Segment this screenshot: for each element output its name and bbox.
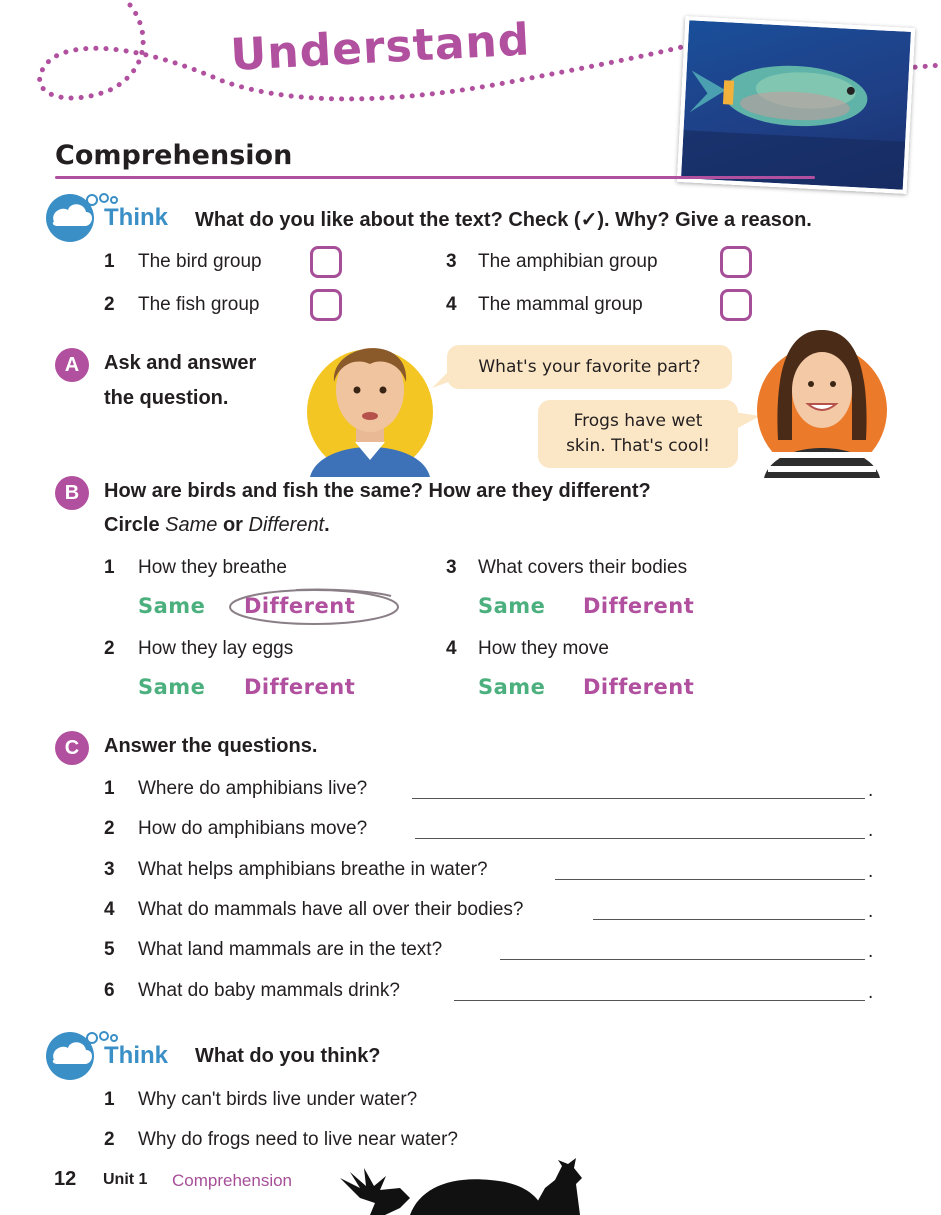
item-number: 3 [446,251,457,272]
item-number: 3 [446,557,457,578]
question-text: What helps amphibians breathe in water? [138,859,488,880]
speech-bubble-question: What's your favorite part? [447,345,732,389]
answer-period: . [868,941,874,962]
item-number: 1 [104,557,115,578]
animal-silhouette [330,1158,620,1215]
girl-photo [752,320,892,480]
boy-photo [300,322,440,477]
discussion-question: Why do frogs need to live near water? [138,1129,459,1150]
activity-a-prompt-line1: Ask and answer [104,352,257,374]
page-number: 12 [54,1168,77,1190]
choice-label: The amphibian group [478,251,658,272]
choice-label: The fish group [138,294,260,315]
answer-period: . [868,861,874,882]
activity-b-prompt-line2 [104,514,330,537]
checkbox-fish[interactable] [310,289,342,321]
speech-bubble-answer [538,400,738,468]
item-number: 1 [104,1089,115,1110]
discussion-question: Why can't birds live under water? [138,1089,418,1110]
same-option[interactable]: Same [138,675,206,699]
activity-a-prompt-line2: the question. [104,387,229,409]
question-text: What do mammals have all over their bodies? [138,899,524,920]
different-option[interactable]: Different [583,675,695,699]
think-label: Think [104,1042,168,1069]
compare-item: What covers their bodies [478,557,688,578]
answer-line[interactable] [415,838,865,839]
activity-a-badge: A [55,348,89,382]
item-number: 2 [104,638,115,659]
item-number: 2 [104,818,115,839]
footer-section: Comprehension [172,1171,293,1190]
same-option[interactable]: Same [478,594,546,618]
think-prompt: What do you think? [195,1045,381,1067]
item-number: 2 [104,294,115,315]
think-label: Think [104,204,168,231]
activity-c-prompt: Answer the questions. [104,735,318,757]
bubble-answer-line2: skin. That's cool! [566,436,710,456]
checkbox-bird[interactable] [310,246,342,278]
different-option[interactable]: Different [583,594,695,618]
question-text: What do baby mammals drink? [138,980,400,1001]
circle-mark [226,586,404,628]
question-text: Where do amphibians live? [138,778,368,799]
item-number: 1 [104,251,115,272]
footer-unit: Unit 1 [103,1171,148,1188]
fish-photo [677,16,915,194]
prompt-same-word: Same [165,514,218,536]
checkbox-mammal[interactable] [720,289,752,321]
activity-b-badge: B [55,476,89,510]
page-title: Understand [229,14,532,81]
prompt-period: . [324,514,330,536]
item-number: 4 [104,899,115,920]
choice-label: The mammal group [478,294,643,315]
item-number: 4 [446,294,457,315]
checkbox-amphibian[interactable] [720,246,752,278]
section-divider [55,176,815,179]
activity-c-badge: C [55,731,89,765]
answer-period: . [868,901,874,922]
prompt-or-text: or [217,514,249,536]
prompt-circle-text: Circle [104,514,166,536]
same-option[interactable]: Same [138,594,206,618]
answer-line[interactable] [412,798,865,799]
same-option[interactable]: Same [478,675,546,699]
prompt-different-word: Different [248,514,325,536]
item-number: 3 [104,859,115,880]
activity-b-prompt-line1: How are birds and fish the same? How are they different? [104,480,651,502]
different-option[interactable]: Different [244,594,356,618]
answer-line[interactable] [500,959,865,960]
different-option[interactable]: Different [244,675,356,699]
think-prompt: What do you like about the text? Check (✓). Why? Give a reason. [195,209,812,231]
answer-period: . [868,982,874,1003]
answer-period: . [868,820,874,841]
item-number: 1 [104,778,115,799]
question-text: What land mammals are in the text? [138,939,443,960]
item-number: 2 [104,1129,115,1150]
bubble-answer-line1: Frogs have wet [573,411,703,431]
compare-item: How they move [478,638,609,659]
answer-line[interactable] [555,879,865,880]
answer-line[interactable] [593,919,865,920]
question-text: How do amphibians move? [138,818,368,839]
answer-line[interactable] [454,1000,865,1001]
choice-label: The bird group [138,251,262,272]
compare-item: How they breathe [138,557,287,578]
compare-item: How they lay eggs [138,638,294,659]
item-number: 4 [446,638,457,659]
item-number: 6 [104,980,115,1001]
section-heading: Comprehension [55,140,293,171]
item-number: 5 [104,939,115,960]
answer-period: . [868,780,874,801]
